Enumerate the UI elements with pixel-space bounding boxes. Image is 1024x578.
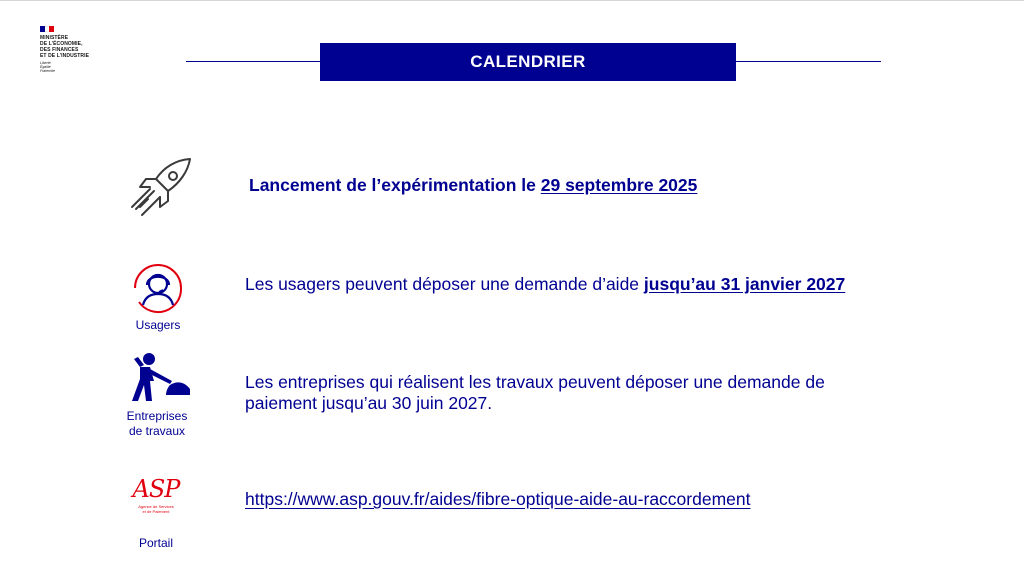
top-border <box>0 0 1024 1</box>
portal-link[interactable]: https://www.asp.gouv.fr/aides/fibre-optique-aide-au-raccordement <box>245 489 751 509</box>
users-deadline: jusqu’au 31 janvier 2027 <box>643 274 846 294</box>
title-rule-left <box>186 61 320 62</box>
asp-logo-mark: ASP <box>132 475 180 503</box>
launch-date: 29 septembre 2025 <box>540 175 698 195</box>
asp-logo <box>128 476 184 528</box>
asp-logo-subtitle <box>128 504 184 514</box>
users-sentence: Les usagers peuvent déposer une demande d’aide <box>245 274 644 294</box>
users-text <box>245 274 845 295</box>
logo-line: MINISTÈRE <box>40 35 69 41</box>
logo-motto <box>40 61 120 73</box>
motto-line: Liberté <box>40 61 51 65</box>
companies-label <box>115 409 199 439</box>
logo-line: DE L'ÉCONOMIE, <box>40 41 83 47</box>
companies-label-line: de travaux <box>128 424 186 438</box>
motto-line: Égalité <box>40 65 51 69</box>
users-label: Usagers <box>135 318 181 332</box>
motto-line: Fraternité <box>40 69 55 73</box>
user-headset-icon <box>129 259 187 317</box>
portal-label: Portail <box>138 536 173 550</box>
companies-label-line: Entreprises <box>126 409 188 423</box>
companies-text <box>245 372 825 414</box>
companies-text-line: paiement jusqu’au 30 juin 2027. <box>245 393 493 413</box>
ministry-logo <box>40 26 120 73</box>
title-rule-right <box>736 61 881 62</box>
worker-digging-icon <box>126 351 194 403</box>
portal-text <box>245 489 750 510</box>
rocket-icon <box>128 155 194 221</box>
asp-subtitle-line: Agence de Services <box>138 504 174 509</box>
launch-label: Lancement de l’expérimentation le <box>249 175 541 195</box>
french-flag-icon <box>40 26 54 32</box>
companies-text-line: Les entreprises qui réalisent les travaux peuvent déposer une demande de <box>245 372 825 392</box>
asp-subtitle-line: et de Paiement <box>142 509 170 514</box>
logo-line: ET DE L'INDUSTRIE <box>40 53 90 59</box>
logo-line: DES FINANCES <box>40 47 79 53</box>
launch-text <box>249 175 697 196</box>
page-title: CALENDRIER <box>320 43 736 81</box>
